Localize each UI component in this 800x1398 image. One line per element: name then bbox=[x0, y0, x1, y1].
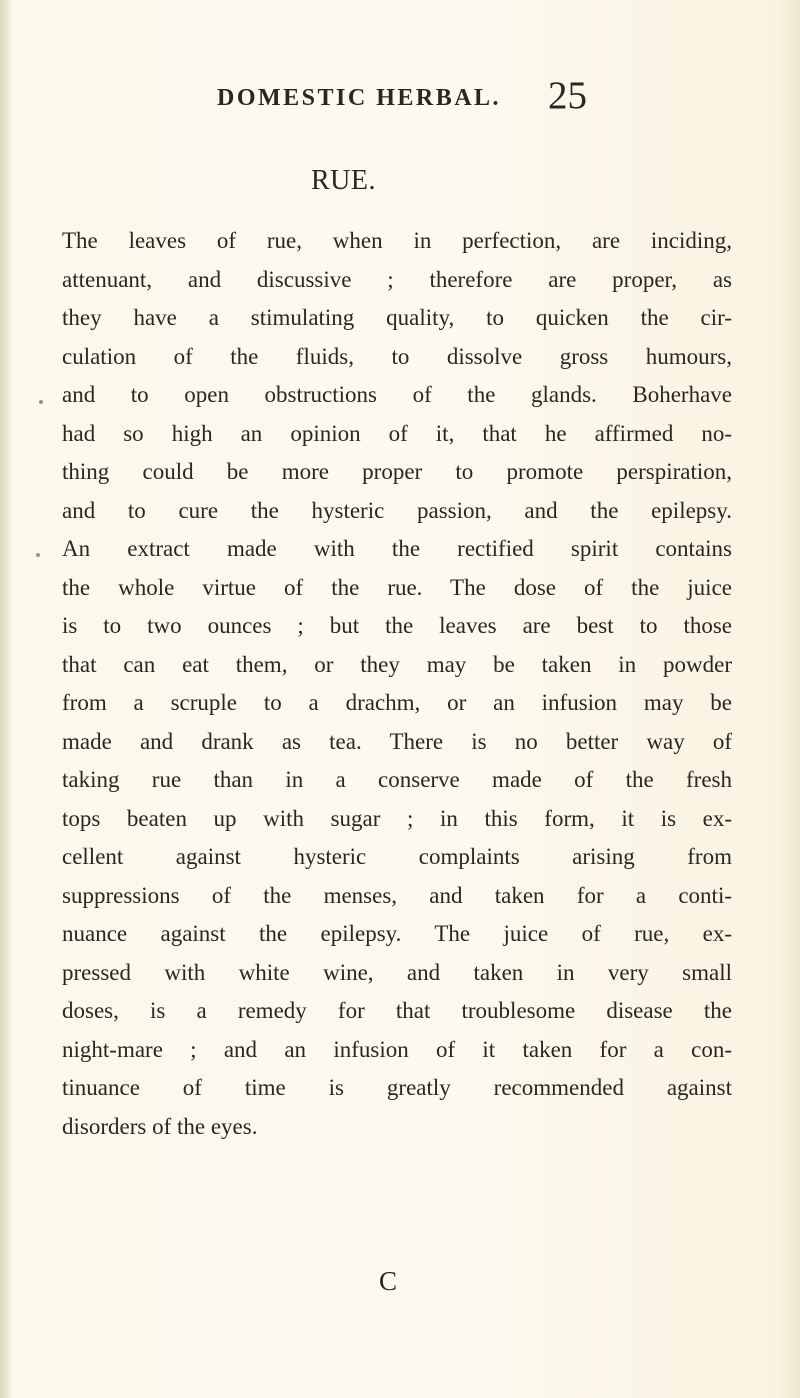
text-line: doses, is a remedy for that troublesome disease the bbox=[62, 998, 732, 1023]
text-line: suppressions of the menses, and taken for a conti- bbox=[62, 882, 732, 908]
text-line: An extract made with the rectified spirit contains bbox=[62, 536, 732, 561]
text-line: that can eat them, or they may be taken in powder bbox=[62, 651, 732, 677]
text-line: nuance against the epilepsy. The juice of rue, ex- bbox=[62, 921, 732, 946]
text-line: night-mare ; and an infusion of it taken for a con- bbox=[62, 1036, 732, 1062]
page-number: 25 bbox=[548, 74, 587, 117]
text-line: thing could be more proper to promote perspiration, bbox=[62, 459, 732, 484]
text-line: taking rue than in a conserve made of the fresh bbox=[62, 767, 732, 792]
signature-mark: C bbox=[379, 1266, 398, 1296]
text-line: The leaves of rue, when in perfection, are inciding, bbox=[62, 228, 732, 253]
page-gutter-shadow bbox=[0, 0, 12, 1398]
text-line: culation of the fluids, to dissolve gross humours, bbox=[62, 343, 732, 369]
ink-speck bbox=[36, 553, 40, 557]
section-title: RUE. bbox=[311, 165, 376, 196]
text-line: is to two ounces ; but the leaves are best to those bbox=[62, 613, 732, 638]
text-line: tops beaten up with sugar ; in this form, it is ex- bbox=[62, 805, 732, 831]
text-line: pressed with white wine, and taken in very small bbox=[62, 959, 732, 985]
text-line: cellent against hysteric complaints arising from bbox=[62, 844, 732, 869]
text-line: tinuance of time is greatly recommended against bbox=[62, 1075, 732, 1100]
text-line: from a scruple to a drachm, or an infusion may be bbox=[62, 690, 732, 715]
running-head: DOMESTIC HERBAL. bbox=[217, 85, 502, 111]
body-paragraph bbox=[62, 222, 732, 1146]
text-line: had so high an opinion of it, that he affirmed no- bbox=[62, 420, 732, 446]
text-line: disorders of the eyes. bbox=[62, 1113, 258, 1139]
text-line: the whole virtue of the rue. The dose of the juice bbox=[62, 574, 732, 600]
ink-speck bbox=[39, 400, 43, 404]
text-line: attenuant, and discussive ; therefore are proper, as bbox=[62, 266, 732, 292]
text-line: they have a stimulating quality, to quicken the cir- bbox=[62, 305, 732, 330]
page-edge-shadow bbox=[778, 0, 800, 1398]
text-line: and to open obstructions of the glands. Boherhave bbox=[62, 382, 732, 407]
text-line: made and drank as tea. There is no better way of bbox=[62, 728, 732, 754]
text-line: and to cure the hysteric passion, and the epilepsy. bbox=[62, 497, 732, 523]
